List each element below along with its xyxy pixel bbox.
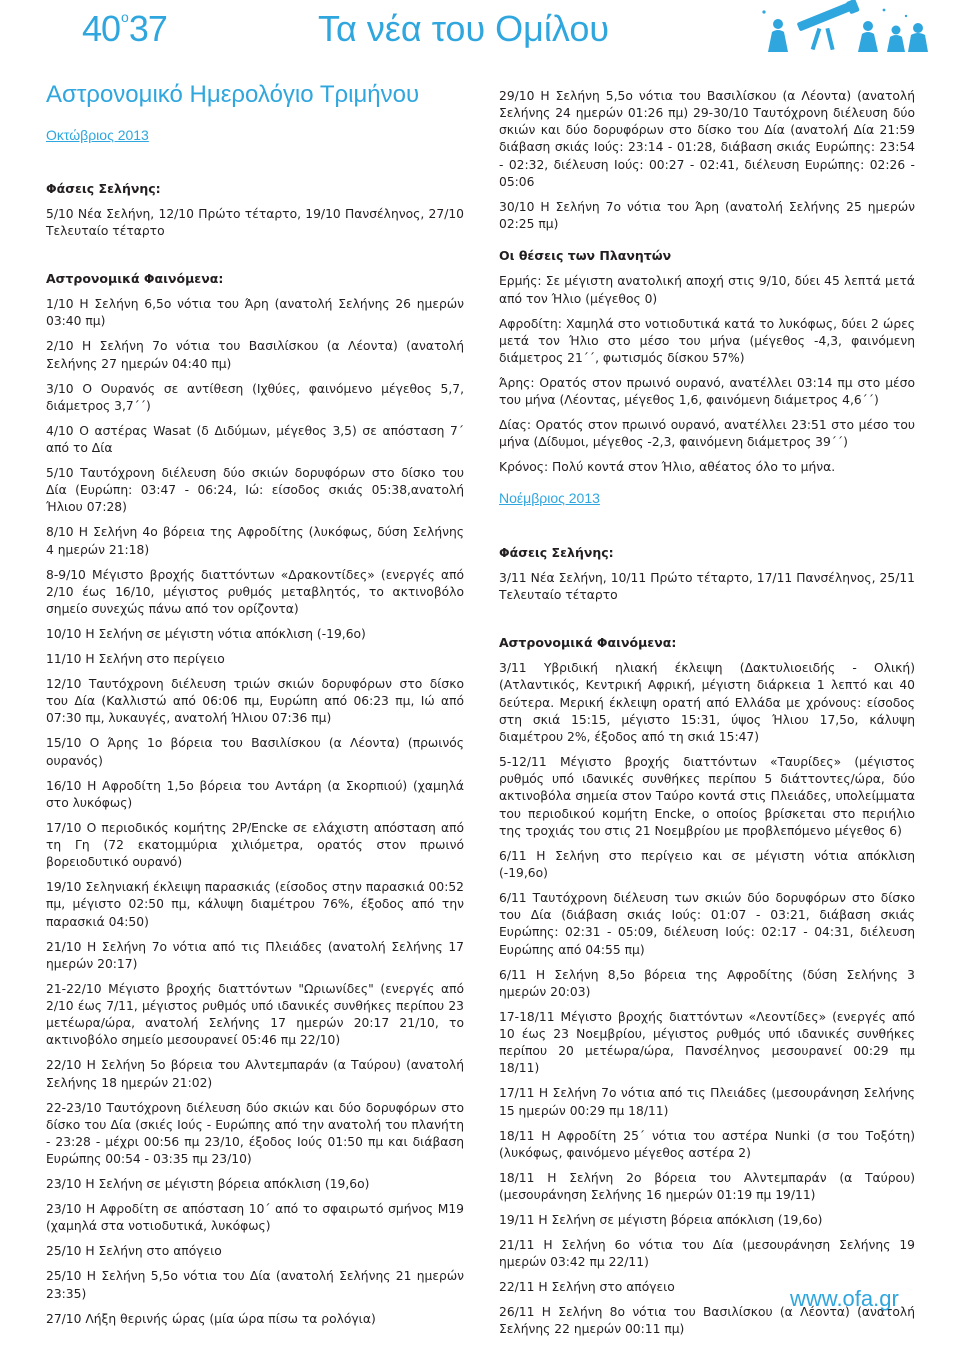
issue-number: $40^o37$ <box>82 8 167 49</box>
list-item: 2/10 Η Σελήνη 7ο νότια του Βασιλίσκου (α Λέοντα) (ανατολή Σελήνης 27 ημερών 04:40 πμ) <box>46 339 464 371</box>
list-item: 22/11 Η Σελήνη στο απόγειο <box>499 1280 675 1295</box>
list-item: 25/10 Η Σελήνη 5,5ο νότια του Δία (ανατολή Σελήνης 21 ημερών 23:35) <box>46 1269 464 1301</box>
list-item: 21-22/10 Μέγιστο βροχής διαττόντων "Ωριωνίδες" (ενεργές από 2/10 έως 7/11, μέγιστος ρυθμός υπό ιδανικές συνθήκες περίπου 23 μετέωρα/ώρα, ανατολή Σελήνης 17 ημερών 20:17 21/10, το ακτινοβόλο σημείο μεσουρανεί 05:46 πμ 22/10) <box>46 981 464 1048</box>
list-item: 15/10 Ο Άρης 1ο βόρεια του Βασιλίσκου (α Λέοντα) (πρωινός ουρανός) <box>46 736 464 768</box>
october-events-list <box>46 270 464 1352</box>
list-item: 6/11 Ταυτόχρονη διέλευση των σκιών δύο δορυφόρων στο δίσκο του Δία (διάβαση σκιάς Ιούς: 01:07 - 03:21, διάβαση σκιάς Ευρώπης: 02:31 - 05:09, διέλευση Ιούς: 02:17 - 04:31, διέλευση Ευρώπης από 04:55 πμ) <box>499 891 915 957</box>
list-item: 27/10 Λήξη θερινής ώρας (μία ώρα πίσω τα ρολόγια) <box>46 1311 376 1326</box>
list-item: 17-18/11 Μέγιστο βροχής διαττόντων «Λεοντίδες» (ενεργές από 10 έως 23 Νοεμβρίου, μέγιστος ρυθμός υπό ιδανικές συνθήκες περίπου 20 μετέωρα/ώρα, Πανσέληνος μεσουρανεί 00:29 πμ 18/11) <box>499 1009 915 1076</box>
list-item: 6/11 Η Σελήνη στο περίγειο και σε μέγιστη νότια απόκλιση (-19,6ο) <box>499 848 915 881</box>
list-item: 3/10 Ο Ουρανός σε αντίθεση (Ιχθύες, φαινόμενο μέγεθος 5,7, διάμετρος 3,7΄΄) <box>46 381 464 413</box>
header-title: Τα νέα του Ομίλου <box>318 8 610 49</box>
list-item: 8-9/10 Μέγιστο βροχής διαττόντων «Δρακοντίδες» (ενεργές από 2/10 έως 16/10, μέγιστος ρυθμός μεταβλητός, το ακτινοβόλο σημείο συνεχώς πάνω από τον ορίζοντα) <box>46 567 464 617</box>
planet-item: Ερμής: Σε μέγιστη ανατολική αποχή στις 9/10, δύει 45 λεπτά μετά από τον Ήλιο (μέγεθος 0) <box>499 274 915 306</box>
list-item: 18/11 Η Αφροδίτη 25΄ νότια του αστέρα Nunki (σ του Τοξότη) (λυκόφως, φαινόμενο μέγεθος αστέρα 2) <box>499 1128 915 1160</box>
month-october-link[interactable]: Οκτώβριος 2013 <box>46 127 149 143</box>
club-logo-icon <box>756 4 934 52</box>
list-item: 17/10 Ο περιοδικός κομήτης 2P/Encke σε ελάχιστη απόσταση από τη Γη (72 εκατομμύρια χιλιόμετρα, ορατός στον πρωινό βορειοδυτικό ουρανό) <box>46 820 464 870</box>
list-item: 16/10 Η Αφροδίτη 1,5ο βόρεια του Αντάρη (α Σκορπιού) (χαμηλά στο λυκόφως) <box>46 778 464 810</box>
list-item: 6/11 Η Σελήνη 8,5ο βόρεια της Αφροδίτης (δύση Σελήνης 3 ημερών 20:03) <box>499 967 915 999</box>
calendar-title: Αστρονομικό Ημερολόγιο Τριμήνου <box>46 81 420 108</box>
list-item: 12/10 Ταυτόχρονη διέλευση τριών σκιών δορυφόρων στο δίσκο του Δία (Καλλιστώ από 06:06 πμ, Ευρώπη από 06:23 πμ, Ιώ από 07:30 πμ, λυκαυγές, ανατολή Ήλιου 07:36 πμ) <box>46 677 464 726</box>
planet-item: Αφροδίτη: Χαμηλά στο νοτιοδυτικά κατά το λυκόφως, δύει 2 ώρες μετά τον Ήλιο στο μέσο του μήνα (μέγεθος -4,3, φαινόμενη διάμετρος 21΄΄, φωτισμός δίσκου 57%) <box>499 316 915 366</box>
november-phenomena-title: Αστρονομικά Φαινόμενα: <box>499 635 677 650</box>
list-item: 3/11 Υβριδική ηλιακή έκλειψη (Δακτυλιοειδής - Ολική) (Ατλαντικός, Κεντρική Αφρική, μέγιστη διάρκεια 1 λεπτό και 40 δεύτερα. Μερική έκλειψη ορατή από Ελλάδα με χρόνους: είσοδος στη σκιά 15:15, μέγιστο 15:31, ύψος Ήλιου 17,5ο, κάλυψη διαμέτρου 2%, έξοδος από τη σκιά 15:47) <box>499 661 915 745</box>
october-phases-title: Φάσεις Σελήνης: <box>46 181 161 196</box>
list-item: 23/10 Η Σελήνη σε μέγιστη βόρεια απόκλιση (19,6ο) <box>46 1177 370 1192</box>
october-phenomena-title: Αστρονομικά Φαινόμενα: <box>46 271 224 286</box>
november-phases-text: 3/11 Νέα Σελήνη, 10/11 Πρώτο τέταρτο, 17/11 Πανσέληνος, 25/11 Τελευταίο τέταρτο <box>499 571 915 603</box>
list-item: 18/11 Η Σελήνη 2ο βόρεια του Αλντεμπαράν (α Ταύρου) (μεσουράνηση Σελήνης 16 ημερών 01:19 πμ 19/11) <box>499 1170 915 1203</box>
page-header <box>0 0 960 62</box>
list-item: 1/10 Η Σελήνη 6,5ο νότια του Άρη (ανατολή Σελήνης 26 ημερών 03:40 πμ) <box>46 297 464 329</box>
list-item: 8/10 Η Σελήνη 4ο βόρεια της Αφροδίτης (λυκόφως, δύση Σελήνης 4 ημερών 21:18) <box>46 525 464 557</box>
list-item: 29/10 Η Σελήνη 5,5ο νότια του Βασιλίσκου (α Λέοντα) (ανατολή Σελήνης 24 ημερών 01:26 πμ) 29-30/10 Ταυτόχρονη διέλευση δύο σκιών και δύο δορυφόρων στο δίσκο του Δία (ανατολή Δία 21:59 διάβαση σκιάς Ιούς: 23:14 - 01:28, διάβαση σκιάς Ευρώπης: 23:54 - 02:32, διέλευση Ιούς: 00:27 - 02:41, διέλευση Ευρώπης: 02:26 - 05:06 <box>499 88 915 189</box>
list-item: 21/11 Η Σελήνη 6ο νότια του Δία (μεσουράνηση Σελήνης 19 ημερών 03:42 πμ 22/11) <box>499 1238 915 1270</box>
november-phases-title: Φάσεις Σελήνης: <box>499 545 614 560</box>
list-item: 11/10 Η Σελήνη στο περίγειο <box>46 652 225 667</box>
list-item: 5/10 Ταυτόχρονη διέλευση δύο σκιών δορυφόρων στο δίσκο του Δία (Ευρώπη: 03:47 - 06:24, Ιώ: είσοδος σκιάς 05:38,ανατολή Ήλιου 07:28) <box>46 466 464 515</box>
planets-title: Οι θέσεις των Πλανητών <box>499 248 672 264</box>
list-item: 10/10 Η Σελήνη σε μέγιστη νότια απόκλιση (-19,6ο) <box>46 627 366 642</box>
list-item: 22-23/10 Ταυτόχρονη διέλευση δύο σκιών και δύο δορυφόρων στο δίσκο του Δία (σκιές Ιούς - Ευρώπης από την ανατολή του πλανήτη - 23:28 - μέχρι 00:56 πμ 23/10, έξοδος Ιούς 01:50 πμ και διάβαση Ευρώπης 00:54 - 03:35 πμ 23/10) <box>46 1100 464 1167</box>
footer-website-link[interactable]: www.ofa.gr <box>790 1286 899 1311</box>
list-item: 19/11 Η Σελήνη σε μέγιστη βόρεια απόκλιση (19,6ο) <box>499 1213 823 1228</box>
list-item: 17/11 Η Σελήνη 7ο νότια από τις Πλειάδες (μεσουράνηση Σελήνης 15 ημερών 00:29 πμ 18/11) <box>499 1086 915 1118</box>
list-item: 21/10 Η Σελήνη 7ο νότια από τις Πλειάδες (ανατολή Σελήνης 17 ημερών 20:17) <box>46 939 464 971</box>
list-item: 5-12/11 Μέγιστο βροχής διαττόντων «Ταυρίδες» (μέγιστος ρυθμός υπό ιδανικές συνθήκες περίπου 5 διάττοντες/ώρα, δύο ακτινοβόλα σημεία στον Ταύρο κοντά στις Πλειάδες, υπολείμματα του περιοδικού κομήτη Encke, ο οποίος βρίσκεται στο περιήλιο της τροχιάς του στις 21 Νοεμβρίου με προβλεπόμενο μέγεθος 6) <box>499 755 915 838</box>
list-item: 22/10 Η Σελήνη 5ο βόρεια του Αλντεμπαράν (α Ταύρου) (ανατολή Σελήνης 18 ημερών 21:02) <box>46 1058 464 1090</box>
list-item: 30/10 Η Σελήνη 7ο νότια του Άρη (ανατολή Σελήνης 25 ημερών 02:25 πμ) <box>499 199 915 232</box>
list-item: 26/11 Η Σελήνη 8ο νότια του Βασιλίσκου (α Λέοντα) (ανατολή Σελήνης 22 ημερών 00:11 πμ) <box>499 1305 915 1337</box>
month-november-link[interactable]: Νοέμβριος 2013 <box>499 490 600 506</box>
list-item: 19/10 Σεληνιακή έκλειψη παρασκιάς (είσοδος στην παρασκιά 00:52 πμ, μέγιστο 02:50 πμ, κάλυψη διαμέτρου 76%, έξοδος από την παρασκιά 04:50) <box>46 880 464 929</box>
october-events-continued <box>499 80 915 484</box>
planet-item: Κρόνος: Πολύ κοντά στον Ήλιο, αθέατος όλο το μήνα. <box>499 460 836 475</box>
list-item: 23/10 Η Αφροδίτη σε απόσταση 10΄ από το σφαιρωτό σμήνος M19 (χαμηλά στα νοτιοδυτικά, λυκόφως) <box>46 1202 464 1234</box>
list-item: 25/10 Η Σελήνη στο απόγειο <box>46 1244 222 1259</box>
planet-item: Δίας: Ορατός στον πρωινό ουρανό, ανατέλλει 23:51 στο μέσο του μήνα (Δίδυμοι, μέγεθος -2,3, φαινόμενη διάμετρος 39΄΄) <box>499 418 915 450</box>
november-events-list <box>499 634 915 1346</box>
list-item: 4/10 Ο αστέρας Wasat (δ Διδύμων, μέγεθος 3,5) σε απόσταση 7΄ από το Δία <box>46 423 464 456</box>
october-phases-text: 5/10 Νέα Σελήνη, 12/10 Πρώτο τέταρτο, 19/10 Πανσέληνος, 27/10 Τελευταίο τέταρτο <box>46 207 464 239</box>
planet-item: Άρης: Ορατός στον πρωινό ουρανό, ανατέλλει 03:14 πμ στο μέσο του μήνα (Λέοντας, μέγεθος 1,6, φαινόμενη διάμετρος 4,6΄΄) <box>499 376 915 408</box>
